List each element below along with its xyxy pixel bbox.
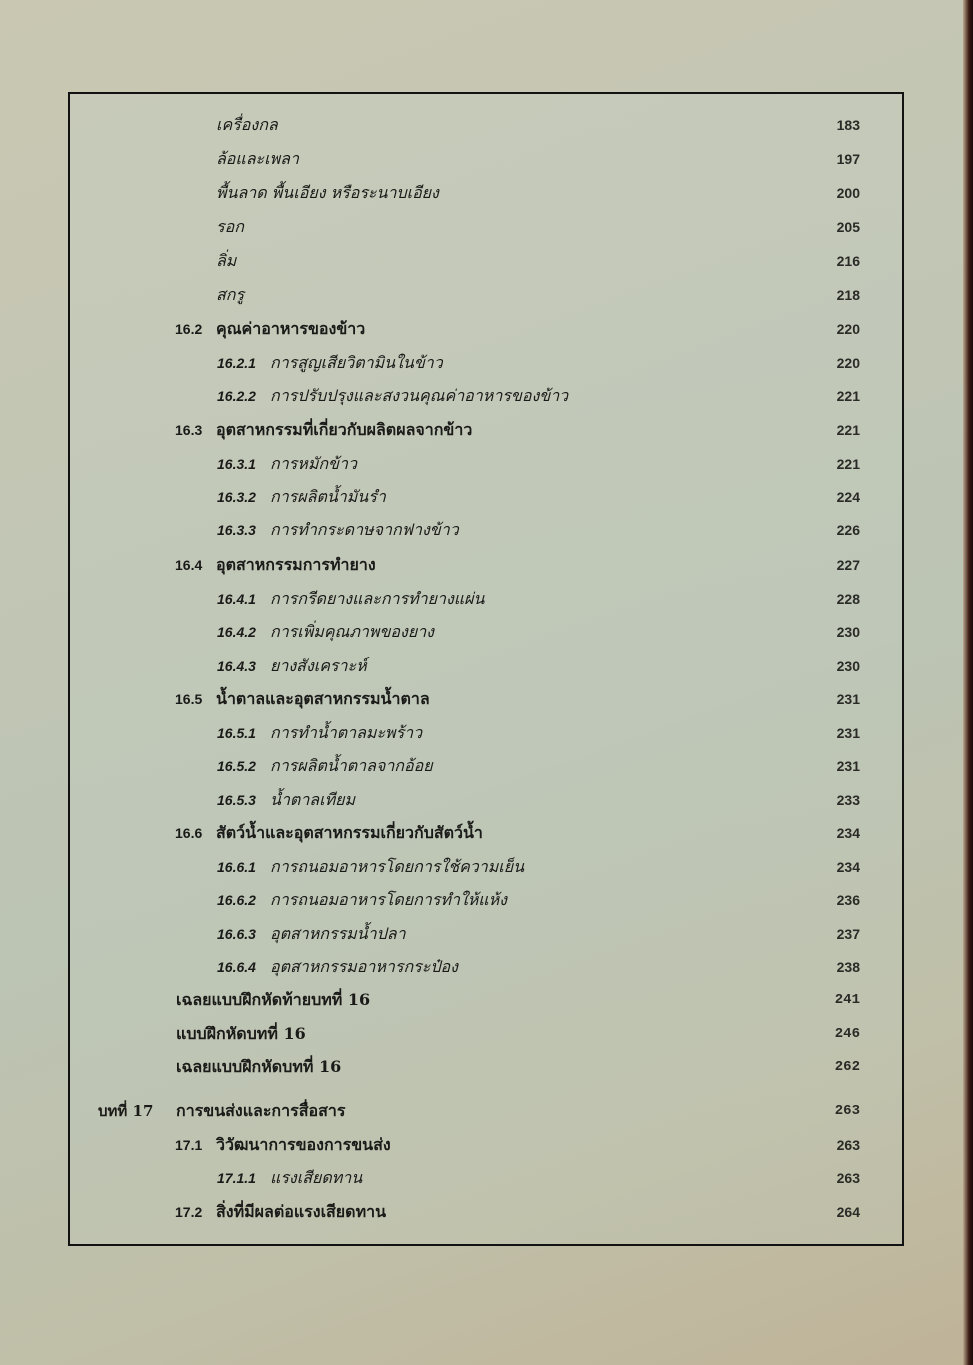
toc-subsection bbox=[70, 348, 902, 378]
toc-subsection-number: 16.6.3 bbox=[217, 926, 256, 942]
toc-entry-title: ล้อและเพลา bbox=[216, 149, 299, 168]
toc-subsection-number: 17.1.1 bbox=[217, 1170, 256, 1186]
toc-subsection bbox=[70, 919, 902, 949]
toc-subsection-number: 16.3.3 bbox=[217, 522, 256, 538]
toc-entry bbox=[70, 246, 902, 276]
toc-subsection-number: 16.3.1 bbox=[217, 456, 256, 472]
toc-entry-page: 230 bbox=[836, 658, 860, 674]
toc-entry bbox=[70, 280, 902, 310]
toc-entry-page: 231 bbox=[836, 691, 860, 707]
toc-exercise-entry bbox=[70, 1019, 902, 1049]
toc-subsection bbox=[70, 381, 902, 411]
toc-entry-page: 220 bbox=[836, 355, 860, 371]
toc-entry-title: แบบฝึกหัดบทที่ 16 bbox=[176, 1024, 306, 1043]
toc-entry-page: 205 bbox=[836, 219, 860, 235]
toc-entry-page: 228 bbox=[836, 591, 860, 607]
toc-subsection bbox=[70, 785, 902, 815]
toc-subsection-title: อุตสาหกรรมอาหารกระป๋อง bbox=[270, 957, 458, 976]
toc-subsection-title: การเพิ่มคุณภาพของยาง bbox=[270, 622, 434, 641]
toc-section-number: 16.6 bbox=[175, 825, 203, 841]
toc-section bbox=[70, 550, 902, 580]
toc-subsection-title: การผลิตน้ำตาลจากอ้อย bbox=[270, 756, 433, 775]
toc-subsection bbox=[70, 718, 902, 748]
toc-section bbox=[70, 1130, 902, 1160]
toc-section bbox=[70, 684, 902, 714]
toc-entry-page: 227 bbox=[836, 557, 860, 573]
toc-entry-page: 224 bbox=[836, 489, 860, 505]
toc-entry-page: 263 bbox=[836, 1170, 860, 1186]
toc-entry-page: 221 bbox=[836, 456, 860, 472]
toc-entry-page: 197 bbox=[836, 151, 860, 167]
toc-subsection-number: 16.3.2 bbox=[217, 489, 256, 505]
toc-entry-page: 221 bbox=[836, 422, 860, 438]
toc-subsection-title: การถนอมอาหารโดยการใช้ความเย็น bbox=[270, 857, 525, 876]
toc-entry-title: เฉลยแบบฝึกหัดบทที่ 16 bbox=[176, 1057, 342, 1076]
toc-subsection bbox=[70, 584, 902, 614]
toc-subsection bbox=[70, 952, 902, 982]
toc-section-number: 16.5 bbox=[175, 691, 203, 707]
toc-subsection-number: 16.2.2 bbox=[217, 388, 256, 404]
toc-entry-title: เครื่องกล bbox=[216, 115, 278, 134]
toc-subsection-number: 16.5.1 bbox=[217, 725, 256, 741]
toc-chapter-title: การขนส่งและการสื่อสาร bbox=[176, 1101, 346, 1120]
toc-section-title: สัตว์น้ำและอุตสาหกรรมเกี่ยวกับสัตว์น้ำ bbox=[216, 823, 483, 842]
toc-entry-page: 262 bbox=[834, 1059, 860, 1075]
toc-subsection bbox=[70, 617, 902, 647]
toc-section-title: น้ำตาลและอุตสาหกรรมน้ำตาล bbox=[216, 689, 430, 708]
toc-subsection bbox=[70, 751, 902, 781]
toc-entry-page: 237 bbox=[836, 926, 860, 942]
toc-subsection-title: อุตสาหกรรมน้ำปลา bbox=[270, 924, 406, 943]
toc-entry-page: 264 bbox=[836, 1204, 860, 1220]
toc-section bbox=[70, 1197, 902, 1227]
toc-entry-title: ลิ่ม bbox=[216, 251, 237, 270]
toc-subsection bbox=[70, 449, 902, 479]
toc-section-number: 16.3 bbox=[175, 422, 203, 438]
toc-entry-page: 233 bbox=[836, 792, 860, 808]
toc-entry-page: 216 bbox=[836, 253, 860, 269]
toc-subsection-number: 16.4.1 bbox=[217, 591, 256, 607]
toc-subsection bbox=[70, 482, 902, 512]
toc-entry-page: 263 bbox=[834, 1103, 860, 1119]
toc-exercise-entry bbox=[70, 985, 902, 1015]
toc-section bbox=[70, 314, 902, 344]
toc-entry-page: 231 bbox=[836, 725, 860, 741]
page-edge-shadow bbox=[963, 0, 973, 1365]
toc-entry bbox=[70, 212, 902, 242]
toc-subsection-number: 16.6.2 bbox=[217, 892, 256, 908]
toc-entry-page: 236 bbox=[836, 892, 860, 908]
toc-entry-page: 234 bbox=[836, 825, 860, 841]
toc-entry-page: 234 bbox=[836, 859, 860, 875]
toc-subsection-number: 16.2.1 bbox=[217, 355, 256, 371]
toc-section-title: สิ่งที่มีผลต่อแรงเสียดทาน bbox=[216, 1202, 387, 1221]
toc-entry-page: 200 bbox=[836, 185, 860, 201]
toc-section-number: 16.4 bbox=[175, 557, 203, 573]
toc-entry bbox=[70, 110, 902, 140]
toc-subsection-number: 16.5.2 bbox=[217, 758, 256, 774]
toc-entry-title: รอก bbox=[216, 217, 244, 236]
toc-subsection bbox=[70, 852, 902, 882]
toc-entry-page: 246 bbox=[834, 1026, 860, 1042]
toc-entry-page: 231 bbox=[836, 758, 860, 774]
toc-subsection-number: 16.4.3 bbox=[217, 658, 256, 674]
toc-entry-title: พื้นลาด พื้นเอียง หรือระนาบเอียง bbox=[216, 183, 439, 202]
toc-entry-title: สกรู bbox=[216, 285, 245, 304]
toc-subsection-title: ยางสังเคราะห์ bbox=[270, 656, 367, 675]
toc-subsection-title: แรงเสียดทาน bbox=[270, 1168, 363, 1187]
toc-subsection-number: 16.6.1 bbox=[217, 859, 256, 875]
toc-subsection-number: 16.6.4 bbox=[217, 959, 256, 975]
toc-chapter-number: บทที่ 17 bbox=[98, 1102, 154, 1120]
toc-subsection bbox=[70, 885, 902, 915]
toc-exercise-entry bbox=[70, 1052, 902, 1082]
toc-section-number: 17.2 bbox=[175, 1204, 203, 1220]
toc-subsection-title: การสูญเสียวิตามินในข้าว bbox=[270, 353, 443, 372]
toc-entry-page: 241 bbox=[834, 992, 860, 1008]
toc-entry-page: 263 bbox=[836, 1137, 860, 1153]
toc-subsection-number: 16.5.3 bbox=[217, 792, 256, 808]
toc-entry-page: 238 bbox=[836, 959, 860, 975]
toc-entry-page: 218 bbox=[836, 287, 860, 303]
toc-subsection bbox=[70, 651, 902, 681]
toc-entry-page: 226 bbox=[836, 522, 860, 538]
toc-subsection bbox=[70, 515, 902, 545]
toc-section-title: อุตสาหกรรมที่เกี่ยวกับผลิตผลจากข้าว bbox=[216, 420, 473, 439]
toc-subsection-title: การหมักข้าว bbox=[270, 454, 357, 473]
toc-subsection-title: การทำน้ำตาลมะพร้าว bbox=[270, 723, 423, 742]
toc-subsection-title: การผลิตน้ำมันรำ bbox=[270, 487, 386, 506]
toc-subsection-title: น้ำตาลเทียม bbox=[270, 790, 356, 809]
toc-entry bbox=[70, 144, 902, 174]
toc-entry-page: 230 bbox=[836, 624, 860, 640]
toc-entry-page: 220 bbox=[836, 321, 860, 337]
toc-section bbox=[70, 415, 902, 445]
toc-subsection-title: การทำกระดาษจากฟางข้าว bbox=[270, 520, 459, 539]
toc-entry bbox=[70, 178, 902, 208]
toc-entry-page: 221 bbox=[836, 388, 860, 404]
toc-section-number: 17.1 bbox=[175, 1137, 203, 1153]
toc-section-title: คุณค่าอาหารของข้าว bbox=[216, 319, 366, 338]
toc-subsection-title: การปรับปรุงและสงวนคุณค่าอาหารของข้าว bbox=[270, 386, 569, 405]
toc-frame bbox=[68, 92, 904, 1246]
toc-subsection bbox=[70, 1163, 902, 1193]
toc-section-title: วิวัฒนาการของการขนส่ง bbox=[216, 1135, 391, 1154]
toc-subsection-title: การกรีดยางและการทำยางแผ่น bbox=[270, 589, 485, 608]
toc-entry-page: 183 bbox=[836, 117, 860, 133]
toc-section bbox=[70, 818, 902, 848]
toc-section-number: 16.2 bbox=[175, 321, 203, 337]
toc-chapter bbox=[70, 1096, 902, 1126]
toc-subsection-number: 16.4.2 bbox=[217, 624, 256, 640]
toc-subsection-title: การถนอมอาหารโดยการทำให้แห้ง bbox=[270, 890, 507, 909]
toc-section-title: อุตสาหกรรมการทำยาง bbox=[216, 555, 376, 574]
toc-entry-title: เฉลยแบบฝึกหัดท้ายบทที่ 16 bbox=[176, 990, 371, 1009]
